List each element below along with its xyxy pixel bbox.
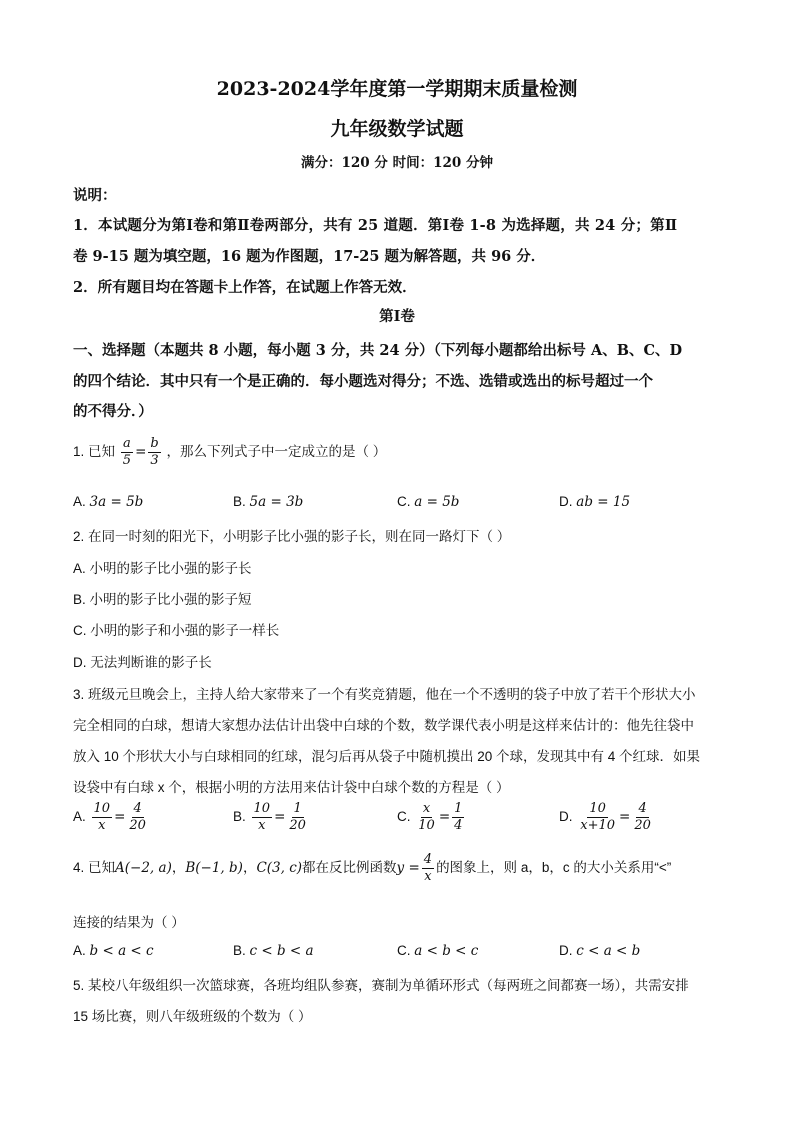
question-4-stem: 4. 已知A(−2, a)，B(−1, b)，C(3, c)都在反比例函数y = $\frac{4}{x}$ 的图象上，则 a，b，c 的大小关系用“<”	[73, 852, 672, 884]
question-5-line-1: 5. 某校八年级组织一次篮球赛，各班均组队参赛，赛制为单循环形式（每两班之间都赛一场），共需安排	[73, 978, 689, 993]
q3-c-frac-2	[452, 801, 464, 834]
q1-suffix: ，那么下列式子中一定成立的是（ ）	[166, 444, 387, 460]
q1-option-a-text: 3a = 5b	[89, 494, 144, 510]
q4-point-a: A(−2, a)	[115, 860, 172, 877]
q1-option-b-text: 5a = 3b	[249, 494, 304, 510]
q4-option-b-text: c < b < a	[249, 943, 314, 959]
q1-option-d-text: ab = 15	[576, 494, 631, 510]
question-1-stem	[73, 436, 386, 469]
q3-b-d2: 20	[289, 818, 306, 833]
instruction-item-1-line-2: 卷 9-15 题为填空题，16 题为作图题，17-25 题为解答题，共 96 分．	[73, 248, 546, 265]
q3-c-n1: x	[422, 801, 431, 816]
q1-option-a[interactable]	[73, 494, 143, 510]
instruction-item-2: 2．所有题目均在答题卡上作答，在试题上作答无效．	[73, 279, 417, 296]
q4-option-c-text: a < b < c	[414, 943, 479, 959]
q3-c-n2: 1	[454, 801, 463, 816]
question-3-line-2: 完全相同的白球，想请大家想办法估计出袋中白球的个数，数学课代表小明是这样来估计的：他先往袋中	[73, 718, 694, 733]
q1-option-b-label: B.	[233, 494, 246, 509]
question-5-line-2: 15 场比赛，则八年级班级的个数为（ ）	[73, 1009, 312, 1024]
q4-option-d[interactable]	[559, 943, 640, 959]
q3-option-c[interactable]: C. $\frac{x}{10}$ = $\frac{1}{4}$	[397, 801, 463, 833]
q4-option-a[interactable]	[73, 943, 154, 959]
question-3-line-1: 3. 班级元旦晚会上，主持人给大家带来了一个有奖竞猜题，他在一个不透明的袋子中放了若干个形状大小	[73, 687, 696, 702]
q1-frac-a-numerator: a	[123, 436, 131, 451]
q4-func-num: 4	[423, 852, 433, 867]
q3-a-n1: 10	[93, 801, 111, 816]
q4-func-den: x	[424, 869, 432, 884]
q3-b-n2: 1	[293, 801, 302, 816]
q4-option-c-label: C.	[397, 943, 411, 958]
q1-option-c[interactable]	[397, 494, 459, 510]
q4-suffix: 的图象上，则 a，b，c 的大小关系用“<”	[436, 860, 672, 876]
q3-b-frac-2	[287, 801, 308, 834]
q1-fraction-a	[121, 436, 133, 469]
q3-option-b-label: B.	[233, 809, 246, 825]
q1-option-d-label: D.	[559, 494, 573, 509]
q4-point-b: B(−1, b)	[185, 860, 243, 877]
q3-b-d1: x	[258, 818, 266, 833]
part1-heading-line-1: 一、选择题（本题共 8 小题，每小题 3 分，共 24 分）（下列每小题都给出标号 A、B、C、D	[73, 342, 683, 359]
q3-c-frac-1	[416, 801, 437, 834]
q4-function-lhs: y =	[396, 860, 420, 877]
q2-option-a[interactable]: A. 小明的影子比小强的影子长	[73, 561, 252, 576]
q3-a-frac-2	[127, 801, 148, 834]
exam-subtitle: 九年级数学试题	[330, 118, 464, 140]
q4-function-fraction	[422, 852, 434, 885]
q2-option-d[interactable]: D. 无法判断谁的影子长	[73, 655, 212, 670]
q3-c-d2: 4	[454, 818, 463, 833]
q1-option-a-label: A.	[73, 494, 86, 509]
q4-option-c[interactable]	[397, 943, 478, 959]
q3-d-d1: x+10	[580, 818, 616, 833]
q3-d-n1: 10	[589, 801, 606, 816]
q3-d-frac-2	[632, 801, 653, 834]
q3-d-d2: 20	[634, 818, 651, 833]
exam-meta: 满分：120 分 时间：120 分钟	[301, 155, 493, 171]
q3-option-a[interactable]: A. $\frac{10}{x}$ = $\frac{4}{20}$	[73, 801, 146, 833]
q1-frac-b-denominator: 3	[150, 453, 159, 468]
q1-option-b[interactable]	[233, 494, 303, 510]
q2-option-c[interactable]: C. 小明的影子和小强的影子一样长	[73, 623, 280, 638]
q1-prefix: 1. 已知	[73, 444, 116, 460]
q4-option-d-text: c < a < b	[576, 943, 641, 959]
q3-option-b[interactable]: B. $\frac{10}{x}$ = $\frac{1}{20}$	[233, 801, 306, 833]
q3-c-d1: 10	[418, 818, 435, 833]
q1-frac-a-denominator: 5	[122, 453, 132, 468]
q1-option-d[interactable]	[559, 494, 630, 510]
q3-a-d1: x	[98, 818, 106, 833]
q3-a-frac-1	[92, 801, 113, 834]
q3-a-n2: 4	[133, 801, 142, 816]
q1-fraction-b	[148, 436, 160, 469]
q3-b-frac-1	[252, 801, 273, 834]
q1-frac-b-numerator: b	[150, 436, 159, 451]
q3-d-n2: 4	[638, 801, 647, 816]
question-4-line-2: 连接的结果为（ ）	[73, 915, 185, 930]
instruction-item-1-line-1: 1．本试题分为第Ⅰ卷和第Ⅱ卷两部分，共有 25 道题．第Ⅰ卷 1-8 为选择题，共 24 分；第Ⅱ	[73, 217, 678, 234]
q4-prefix: 4. 已知	[73, 860, 116, 876]
q4-option-b-label: B.	[233, 943, 246, 958]
q1-equals: =	[135, 444, 147, 461]
volume-title: 第Ⅰ卷	[379, 308, 415, 325]
question-2-stem: 2. 在同一时刻的阳光下，小明影子比小强的影子长，则在同一路灯下（ ）	[73, 529, 511, 544]
q3-option-c-label: C.	[397, 809, 411, 825]
q1-option-c-label: C.	[397, 494, 411, 509]
q3-option-d-label: D.	[559, 809, 573, 825]
q3-b-n1: 10	[253, 801, 271, 816]
q4-option-a-text: b < a < c	[89, 943, 154, 959]
part1-heading-line-3: 的不得分．）	[73, 403, 153, 420]
q4-option-a-label: A.	[73, 943, 86, 958]
q4-mid: 都在反比例函数	[302, 860, 397, 876]
q4-option-d-label: D.	[559, 943, 573, 958]
exam-title: 2023-2024学年度第一学期期末质量检测	[216, 78, 578, 100]
part1-heading-line-2: 的四个结论．其中只有一个是正确的．每小题选对得分；不选、选错或选出的标号超过一个	[73, 373, 653, 390]
question-3-line-4: 设袋中有白球 x 个，根据小明的方法用来估计袋中白球个数的方程是（ ）	[73, 780, 510, 795]
instructions-heading: 说明：	[73, 187, 117, 204]
q1-option-c-text: a = 5b	[414, 494, 460, 510]
question-3-line-3: 放入 10 个形状大小与白球相同的红球，混匀后再从袋子中随机摸出 20 个球，发现其中有 4 个红球．如果	[73, 749, 701, 764]
q3-option-d[interactable]: D. $\frac{10}{x+10}$ = $\frac{4}{20}$	[559, 801, 651, 833]
q3-a-d2: 20	[129, 818, 146, 833]
q2-option-b[interactable]: B. 小明的影子比小强的影子短	[73, 592, 252, 607]
q3-option-a-label: A.	[73, 809, 86, 825]
q3-d-frac-1	[578, 801, 617, 834]
q4-point-c: C(3, c)	[256, 860, 303, 877]
q4-option-b[interactable]	[233, 943, 314, 959]
